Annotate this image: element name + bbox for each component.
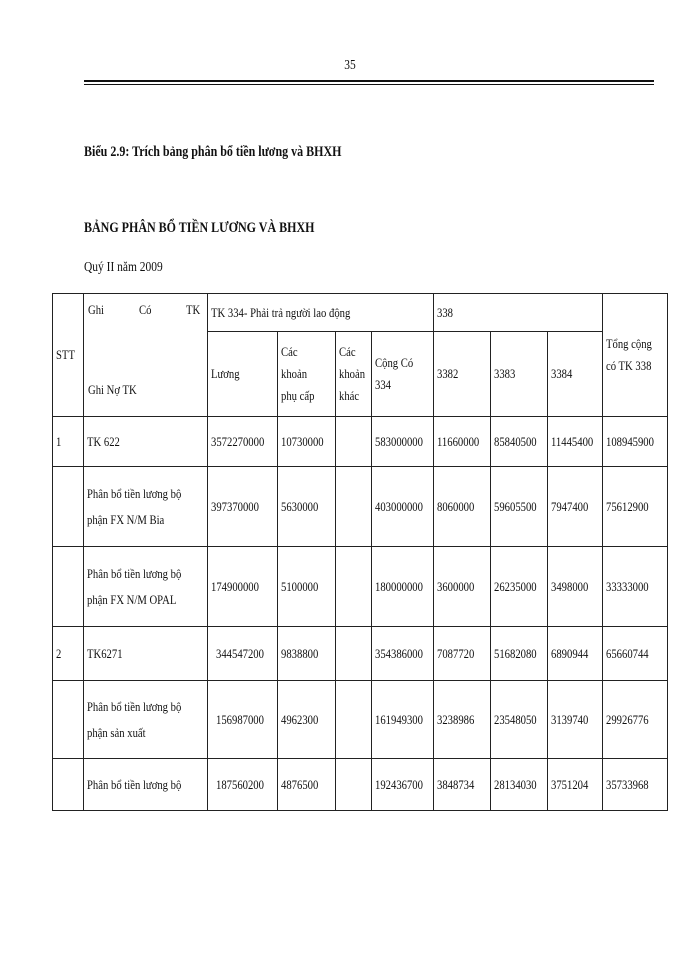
luong-cell: 3572270000 (208, 417, 278, 467)
khac-cell (336, 547, 372, 627)
cong-co-cell: 161949300 (372, 681, 434, 759)
total-338-header: Tổng cộng có TK 338 (603, 294, 668, 417)
cong-co-cell: 192436700 (372, 759, 434, 811)
tk338-header: 338 (434, 294, 603, 332)
debit-credit-header (84, 294, 208, 417)
luong-cell: 397370000 (208, 467, 278, 547)
figure-caption: Biểu 2.9: Trích bảng phân bổ tiền lương và BHXH (84, 144, 342, 160)
table-row (53, 759, 668, 811)
c3384-cell: 3139740 (548, 681, 603, 759)
c3382-cell: 3600000 (434, 547, 491, 627)
khac-header: Các khoản khác (336, 332, 372, 417)
luong-cell: 174900000 (208, 547, 278, 627)
khac-cell (336, 467, 372, 547)
stt-cell (53, 681, 84, 759)
stt-cell (53, 759, 84, 811)
c3383-cell: 23548050 (491, 681, 548, 759)
khac-cell (336, 627, 372, 681)
phu-cap-cell: 4876500 (278, 759, 336, 811)
account-cell: TK6271 (84, 627, 208, 681)
cong-co-cell: 583000000 (372, 417, 434, 467)
cong-co-cell: 180000000 (372, 547, 434, 627)
phu-cap-cell: 5100000 (278, 547, 336, 627)
c3382-cell: 3848734 (434, 759, 491, 811)
table-row (53, 547, 668, 627)
total-cell: 29926776 (603, 681, 668, 759)
table-row (53, 627, 668, 681)
phu-cap-header: Các khoản phụ cấp (278, 332, 336, 417)
account-cell: Phân bổ tiền lương bộ phận FX N/M Bia (84, 467, 208, 547)
ghi-co-label: Ghi Có TK (88, 302, 200, 317)
account-cell: TK 622 (84, 417, 208, 467)
c3382-header: 3382 (434, 332, 491, 417)
c3382-cell: 7087720 (434, 627, 491, 681)
luong-cell: 344547200 (208, 627, 278, 681)
c3382-cell: 8060000 (434, 467, 491, 547)
c3382-cell: 11660000 (434, 417, 491, 467)
header-rule-thin (84, 84, 654, 85)
account-cell: Phân bổ tiền lương bộ phận FX N/M OPAL (84, 547, 208, 627)
page-number: 35 (344, 58, 356, 73)
c3384-cell: 7947400 (548, 467, 603, 547)
c3383-cell: 85840500 (491, 417, 548, 467)
stt-cell (53, 467, 84, 547)
table-row (53, 467, 668, 547)
c3384-cell: 3498000 (548, 547, 603, 627)
luong-cell: 156987000 (208, 681, 278, 759)
table-row (53, 417, 668, 467)
c3383-cell: 59605500 (491, 467, 548, 547)
phu-cap-cell: 4962300 (278, 681, 336, 759)
c3383-cell: 51682080 (491, 627, 548, 681)
cong-co-334-header: Cộng Có 334 (372, 332, 434, 417)
total-cell: 65660744 (603, 627, 668, 681)
total-cell: 108945900 (603, 417, 668, 467)
khac-cell (336, 759, 372, 811)
cong-co-cell: 403000000 (372, 467, 434, 547)
c3384-cell: 6890944 (548, 627, 603, 681)
phu-cap-cell: 9838800 (278, 627, 336, 681)
c3384-cell: 11445400 (548, 417, 603, 467)
khac-cell (336, 417, 372, 467)
c3383-cell: 28134030 (491, 759, 548, 811)
stt-header: STT (53, 294, 84, 417)
account-cell: Phân bổ tiền lương bộ phận sản xuất (84, 681, 208, 759)
salary-allocation-table (52, 293, 668, 811)
ghi-no-label: Ghi Nợ TK (88, 382, 137, 397)
table-row (53, 681, 668, 759)
phu-cap-cell: 10730000 (278, 417, 336, 467)
c3383-header: 3383 (491, 332, 548, 417)
total-cell: 35733968 (603, 759, 668, 811)
c3383-cell: 26235000 (491, 547, 548, 627)
tk334-header: TK 334- Phải trả người lao động (208, 294, 434, 332)
stt-cell: 1 (53, 417, 84, 467)
c3382-cell: 3238986 (434, 681, 491, 759)
luong-cell: 187560200 (208, 759, 278, 811)
cong-co-cell: 354386000 (372, 627, 434, 681)
period-label: Quý II năm 2009 (84, 260, 163, 275)
account-cell: Phân bổ tiền lương bộ (84, 759, 208, 811)
table-title: BẢNG PHÂN BỔ TIỀN LƯƠNG VÀ BHXH (84, 220, 315, 236)
c3384-header: 3384 (548, 332, 603, 417)
total-cell: 33333000 (603, 547, 668, 627)
stt-cell: 2 (53, 627, 84, 681)
total-cell: 75612900 (603, 467, 668, 547)
khac-cell (336, 681, 372, 759)
luong-header: Lương (208, 332, 278, 417)
c3384-cell: 3751204 (548, 759, 603, 811)
header-rule-thick (84, 80, 654, 82)
header-row-1 (53, 294, 668, 332)
stt-cell (53, 547, 84, 627)
phu-cap-cell: 5630000 (278, 467, 336, 547)
